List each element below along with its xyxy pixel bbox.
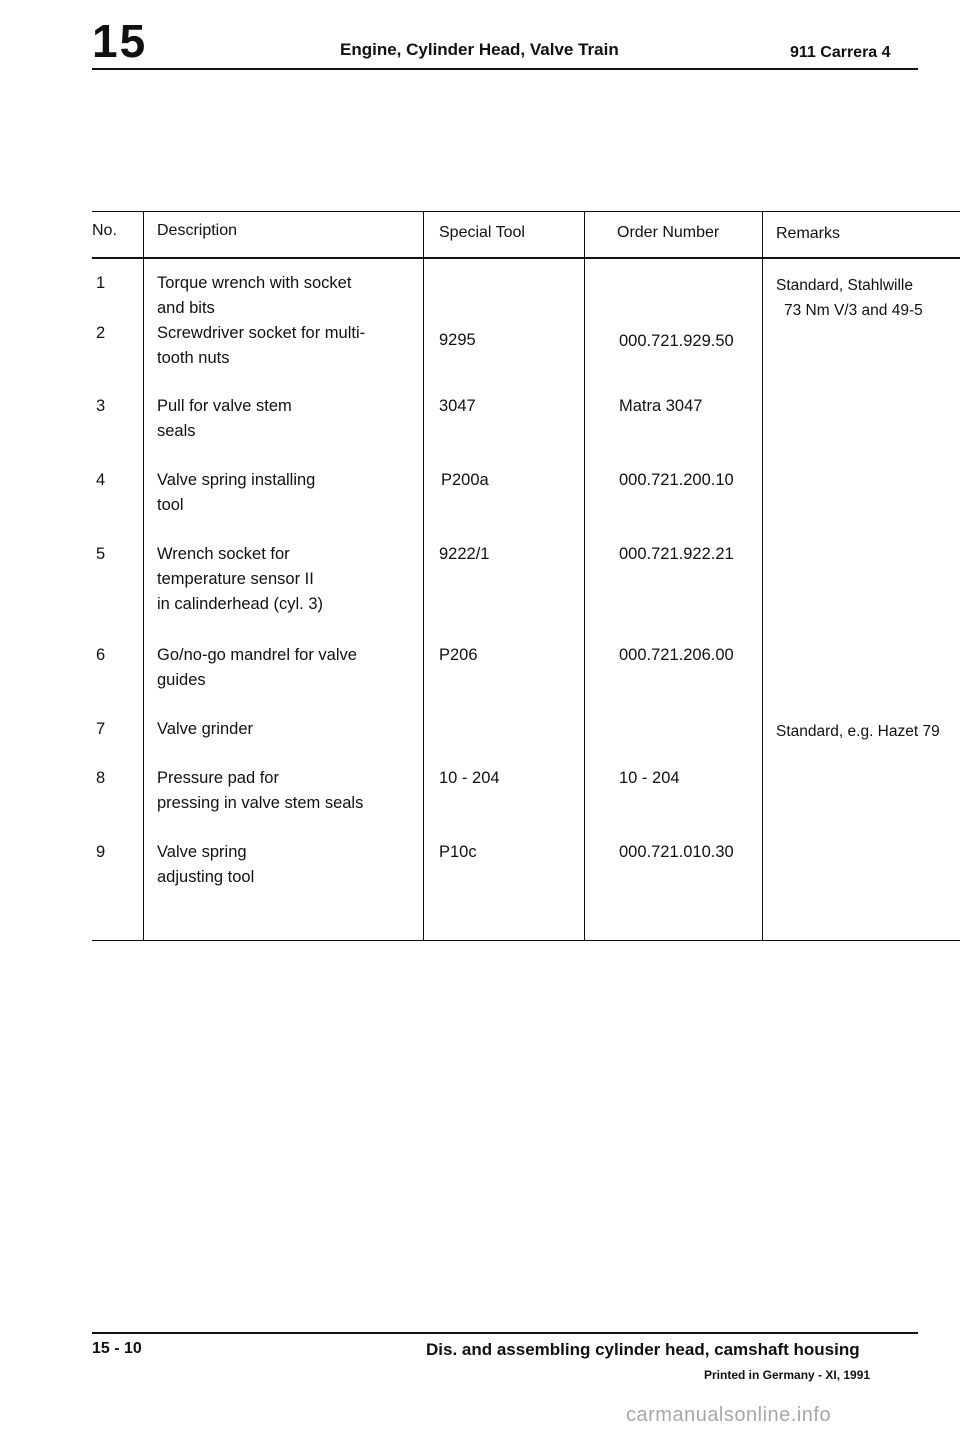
column-header-no: No. — [92, 222, 117, 239]
table-header-rule — [92, 257, 960, 259]
column-header-special-tool: Special Tool — [439, 224, 525, 241]
page-header-title: Engine, Cylinder Head, Valve Train — [340, 40, 619, 59]
row-number: 9 — [96, 843, 106, 861]
print-info: Printed in Germany - XI, 1991 — [704, 1368, 871, 1382]
special-tool: 9222/1 — [439, 545, 490, 563]
description-line: tooth nuts — [157, 349, 230, 367]
row-number: 3 — [96, 397, 106, 415]
column-divider — [423, 211, 424, 941]
page-header-model: 911 Carrera 4 — [790, 44, 891, 61]
row-number: 4 — [96, 471, 106, 489]
description-line: Pull for valve stem — [157, 397, 292, 415]
column-header-description: Description — [157, 222, 238, 239]
special-tool: P206 — [439, 646, 478, 664]
description-line: Pressure pad for — [157, 769, 279, 787]
description-line: tool — [157, 496, 184, 514]
description-line: Screwdriver socket for multi- — [157, 324, 366, 342]
column-divider — [584, 211, 585, 941]
row-number: 7 — [96, 720, 106, 738]
table-top-rule — [92, 211, 960, 212]
description-line: seals — [157, 422, 196, 440]
order-number: 10 - 204 — [619, 769, 680, 787]
row-number: 1 — [96, 274, 106, 292]
description-line: guides — [157, 671, 206, 689]
watermark: carmanualsonline.info — [626, 1404, 832, 1426]
section-number: 15 — [92, 15, 148, 67]
row-number: 5 — [96, 545, 106, 563]
special-tool: P10c — [439, 843, 477, 861]
row-number: 6 — [96, 646, 106, 664]
row-number: 8 — [96, 769, 106, 787]
table-bottom-rule — [92, 940, 960, 941]
description-line: Valve grinder — [157, 720, 253, 738]
order-number: 000.721.200.10 — [619, 471, 734, 489]
description-line: Torque wrench with socket — [157, 274, 352, 292]
column-divider — [143, 211, 144, 941]
order-number: 000.721.010.30 — [619, 843, 734, 861]
description-line: Valve spring — [157, 843, 247, 861]
remarks-line: Standard, Stahlwille — [776, 277, 913, 294]
description-line: adjusting tool — [157, 868, 255, 886]
description-line: temperature sensor II — [157, 570, 314, 588]
special-tool: 10 - 204 — [439, 769, 500, 787]
remarks-line: Standard, e.g. Hazet 79 — [776, 723, 940, 740]
description-line: pressing in valve stem seals — [157, 794, 364, 812]
description-line: Valve spring installing — [157, 471, 316, 489]
description-line: Go/no-go mandrel for valve — [157, 646, 357, 664]
footer-section-title: Dis. and assembling cylinder head, camshaft housing — [426, 1340, 860, 1359]
footer-rule — [92, 1332, 918, 1334]
special-tool: P200a — [441, 471, 489, 489]
order-number: 000.721.929.50 — [619, 332, 734, 350]
row-number: 2 — [96, 324, 106, 342]
order-number: 000.721.922.21 — [619, 545, 734, 563]
order-number: Matra 3047 — [619, 397, 703, 415]
order-number: 000.721.206.00 — [619, 646, 734, 664]
description-line: and bits — [157, 299, 215, 317]
page-number: 15 - 10 — [92, 1340, 142, 1357]
header-rule — [92, 68, 918, 70]
remarks-line: 73 Nm V/3 and 49-5 — [784, 302, 923, 319]
column-divider — [762, 211, 763, 941]
special-tool: 9295 — [439, 331, 476, 349]
column-header-order-number: Order Number — [617, 224, 720, 241]
special-tool: 3047 — [439, 397, 476, 415]
column-header-remarks: Remarks — [776, 225, 841, 242]
description-line: Wrench socket for — [157, 545, 290, 563]
description-line: in calinderhead (cyl. 3) — [157, 595, 323, 613]
